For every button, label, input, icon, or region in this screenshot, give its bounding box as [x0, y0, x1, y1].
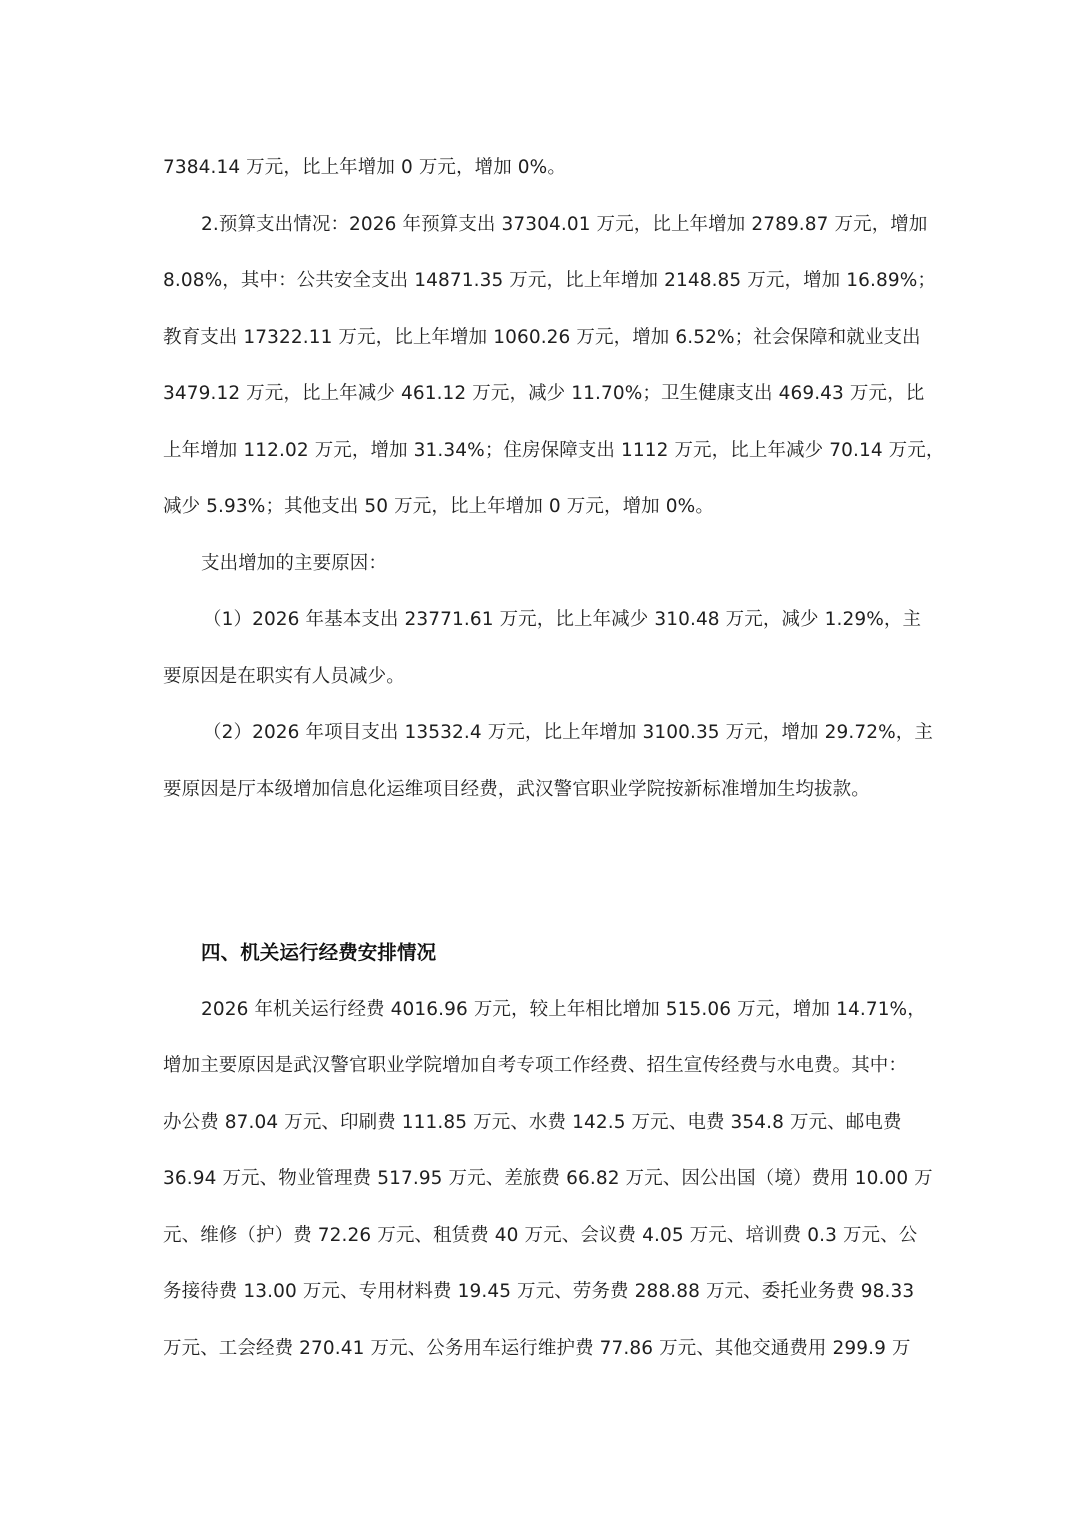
text-line: 支出增加的主要原因：: [201, 552, 388, 574]
paragraph-project-expenditure: [163, 705, 933, 818]
text-line: （1）2026 年基本支出 23771.61 万元，比上年减少 310.48 万元，减少 1.29%，主: [203, 609, 922, 630]
section-spacer: [163, 818, 920, 925]
paragraph-expenditure-overview: [163, 197, 945, 536]
text-line: 元、维修（护）费 72.26 万元、租赁费 40 万元、会议费 4.05 万元、培训费 0.3 万元、公: [163, 1224, 918, 1246]
text-line: 8.08%，其中：公共安全支出 14871.35 万元，比上年增加 2148.85 万元，增加 16.89%；: [163, 270, 936, 291]
text-line: 2.预算支出情况：2026 年预算支出 37304.01 万元，比上年增加 2789.87 万元，增加: [201, 213, 928, 235]
text-line: 要原因是在职实有人员减少。: [163, 665, 405, 687]
text-line: 教育支出 17322.11 万元，比上年增加 1060.26 万元，增加 6.52%；社会保障和就业支出: [163, 326, 921, 348]
paragraph-income-tail: [163, 140, 920, 197]
paragraph-operating-expenses: [163, 982, 933, 1378]
text-line: 减少 5.93%；其他支出 50 万元，比上年增加 0 万元，增加 0%。: [163, 496, 714, 517]
text-line: 3479.12 万元，比上年减少 461.12 万元，减少 11.70%；卫生健康支出 469.43 万元，比: [163, 383, 925, 404]
text-line: 36.94 万元、物业管理费 517.95 万元、差旅费 66.82 万元、因公出国（境）费用 10.00 万: [163, 1168, 933, 1189]
paragraph-basic-expenditure: [163, 592, 920, 705]
text-line: 办公费 87.04 万元、印刷费 111.85 万元、水费 142.5 万元、电费 354.8 万元、邮电费: [163, 1111, 902, 1133]
text-line: 7384.14 万元，比上年增加 0 万元，增加 0%。: [163, 157, 566, 178]
paragraph-increase-reasons-title: [163, 536, 920, 593]
text-line: 务接待费 13.00 万元、专用材料费 19.45 万元、劳务费 288.88 万元、委托业务费 98.33: [163, 1281, 915, 1302]
text-line: （2）2026 年项目支出 13532.4 万元，比上年增加 3100.35 万元，增加 29.72%，主: [203, 722, 933, 743]
document-page: [163, 140, 945, 1377]
text-line: 上年增加 112.02 万元，增加 31.34%；住房保障支出 1112 万元，比上年减少 70.14 万元，: [163, 439, 945, 461]
text-line: 要原因是厅本级增加信息化运维项目经费，武汉警官职业学院按新标准增加生均拔款。: [163, 778, 870, 800]
text-line: 2026 年机关运行经费 4016.96 万元，较上年相比增加 515.06 万元，增加 14.71%，: [201, 998, 926, 1020]
section-heading: 四、机关运行经费安排情况: [201, 941, 437, 964]
text-line: 增加主要原因是武汉警官职业学院增加自考专项工作经费、招生宣传经费与水电费。其中：: [163, 1055, 908, 1076]
text-line: 万元、工会经费 270.41 万元、公务用车运行维护费 77.86 万元、其他交通费用 299.9 万: [163, 1337, 911, 1359]
